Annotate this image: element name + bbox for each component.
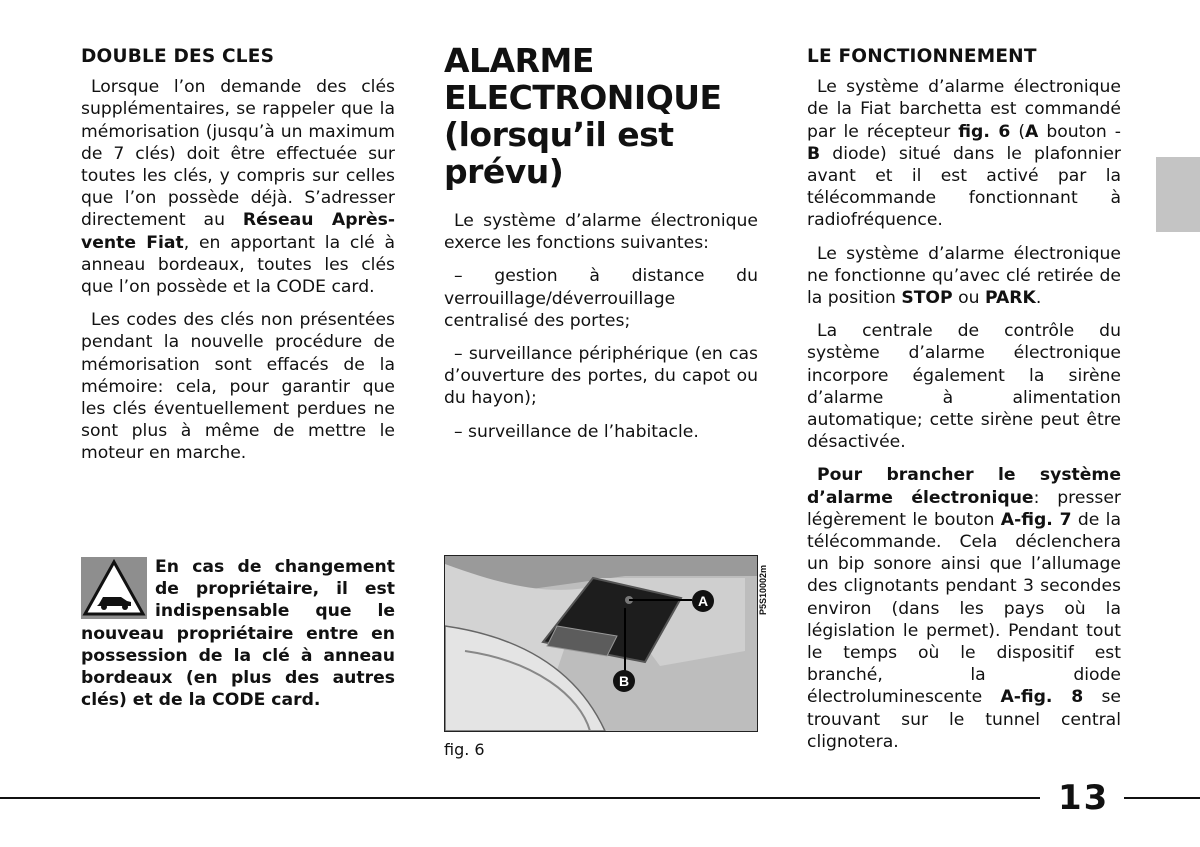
paragraph-text: de la télécommande. Cela déclenchera un bip sonore ainsi que l’allumage des clignotants pendant 3 secondes environ (dans les pays où la législation le permet). Pendant tout le temps où le dispositif est branché, la diode électroluminescente xyxy=(807,509,1121,708)
paragraph-text: bouton - xyxy=(1038,121,1122,142)
warning-car-triangle-icon xyxy=(81,557,147,619)
warning-note xyxy=(81,556,395,711)
paragraph-text: Le système d’alarme électronique ne fonctionne qu’avec clé retirée de la position xyxy=(807,243,1121,309)
warning-text-code: CODE xyxy=(212,690,266,711)
warning-text: En cas de changement de propriétaire, il est indispensable que le nouveau propriétaire entre en possession de la clé à anneau bordeaux (en plus des autres clés) et de la xyxy=(81,557,395,711)
label-ref-b: B xyxy=(807,143,821,164)
paragraph-text: . xyxy=(1035,288,1042,309)
page-number: 13 xyxy=(1058,778,1110,818)
bold-network-name: Réseau Après-vente Fiat xyxy=(81,210,396,253)
column-alarme xyxy=(444,42,758,454)
paragraph-text: diode) situé dans le plafonnier avant et il est activé par la télécommande fonctionnant à radiofréquence. xyxy=(807,143,1121,231)
warning-text: card. xyxy=(265,690,321,711)
figure-reference: A-fig. 7 xyxy=(1000,509,1072,530)
intro-paragraph: Le système d’alarme électronique exerce les fonctions suivantes: xyxy=(444,211,758,254)
figure-code-text: P5S10002m xyxy=(758,564,768,615)
list-item: – gestion à distance du verrouillage/déverrouillage centralisé des portes; xyxy=(444,266,758,331)
figure-6-illustration xyxy=(444,555,758,732)
paragraph-codes-erased: Les codes des clés non présentées pendant la nouvelle procédure de mémorisation sont effacés de la mémoire: cela, pour garantir que les clés éventuellement perdues ne sont plus à même de mettre le moteur en marche. xyxy=(81,310,395,464)
figure-caption: fig. 6 xyxy=(444,740,485,759)
section-heading-fonctionnement: LE FONCTIONNEMENT xyxy=(807,46,1037,67)
title-line: prévu) xyxy=(444,152,564,191)
bold-park: PARK xyxy=(984,288,1036,309)
paragraph-text: se trouvant sur le tunnel central clignotera. xyxy=(807,687,1122,752)
column-double-des-cles xyxy=(81,46,395,476)
paragraph-text: : presser légèrement le bouton xyxy=(807,487,1121,530)
page-title xyxy=(444,42,758,190)
bold-stop: STOP xyxy=(901,288,953,309)
paragraph-receiver xyxy=(807,76,1121,231)
side-tab xyxy=(1156,157,1200,232)
callout-a: A xyxy=(692,590,714,612)
figure-reference: fig. 6 xyxy=(958,121,1011,142)
paragraph-text: Lorsque l’on demande des clés supplémentaires, se rappeler que la mémorisation (jusqu’à un maximum de 7 clés) doit être effectuée sur toutes les clés, y compris sur celles que l’on possède déjà. S’adresser directement au xyxy=(81,77,395,231)
paragraph-siren: La centrale de contrôle du système d’alarme électronique incorpore également la sirène d’alarme à alimentation automatique; cette sirène peut être désactivée. xyxy=(807,321,1121,453)
ceiling-light-receiver-illustration xyxy=(445,556,757,731)
figure-reference: A-fig. 8 xyxy=(1000,687,1084,708)
bold-instruction: Pour brancher le système d’alarme électronique xyxy=(807,465,1121,508)
label-ref-a: A xyxy=(1025,121,1039,142)
title-line: ALARME xyxy=(444,41,594,80)
section-heading-double-des-cles: DOUBLE DES CLES xyxy=(81,46,275,67)
footer-rule-right xyxy=(1124,797,1200,799)
paragraph-text: Le système d’alarme électronique de la Fiat barchetta est commandé par le récepteur xyxy=(807,77,1121,142)
list-item: – surveillance de l’habitacle. xyxy=(454,421,699,442)
paragraph-keys-memorisation xyxy=(81,76,395,298)
paragraph-arming xyxy=(807,464,1121,753)
paragraph-text: ( xyxy=(1010,121,1026,142)
title-line: (lorsqu’il est xyxy=(444,115,674,154)
footer-rule-left xyxy=(0,797,1040,799)
figure-code xyxy=(756,557,770,617)
column-fonctionnement xyxy=(807,46,1121,764)
paragraph-text: , en apportant la clé à anneau bordeaux, toutes les clés que l’on possède et la CODE card. xyxy=(81,232,395,298)
list-item: – surveillance périphérique (en cas d’ouverture des portes, du capot ou du hayon); xyxy=(444,344,758,409)
paragraph-key-position xyxy=(807,243,1121,310)
paragraph-text: ou xyxy=(952,288,985,309)
callout-b: B xyxy=(613,670,635,692)
title-line: ELECTRONIQUE xyxy=(444,78,722,117)
